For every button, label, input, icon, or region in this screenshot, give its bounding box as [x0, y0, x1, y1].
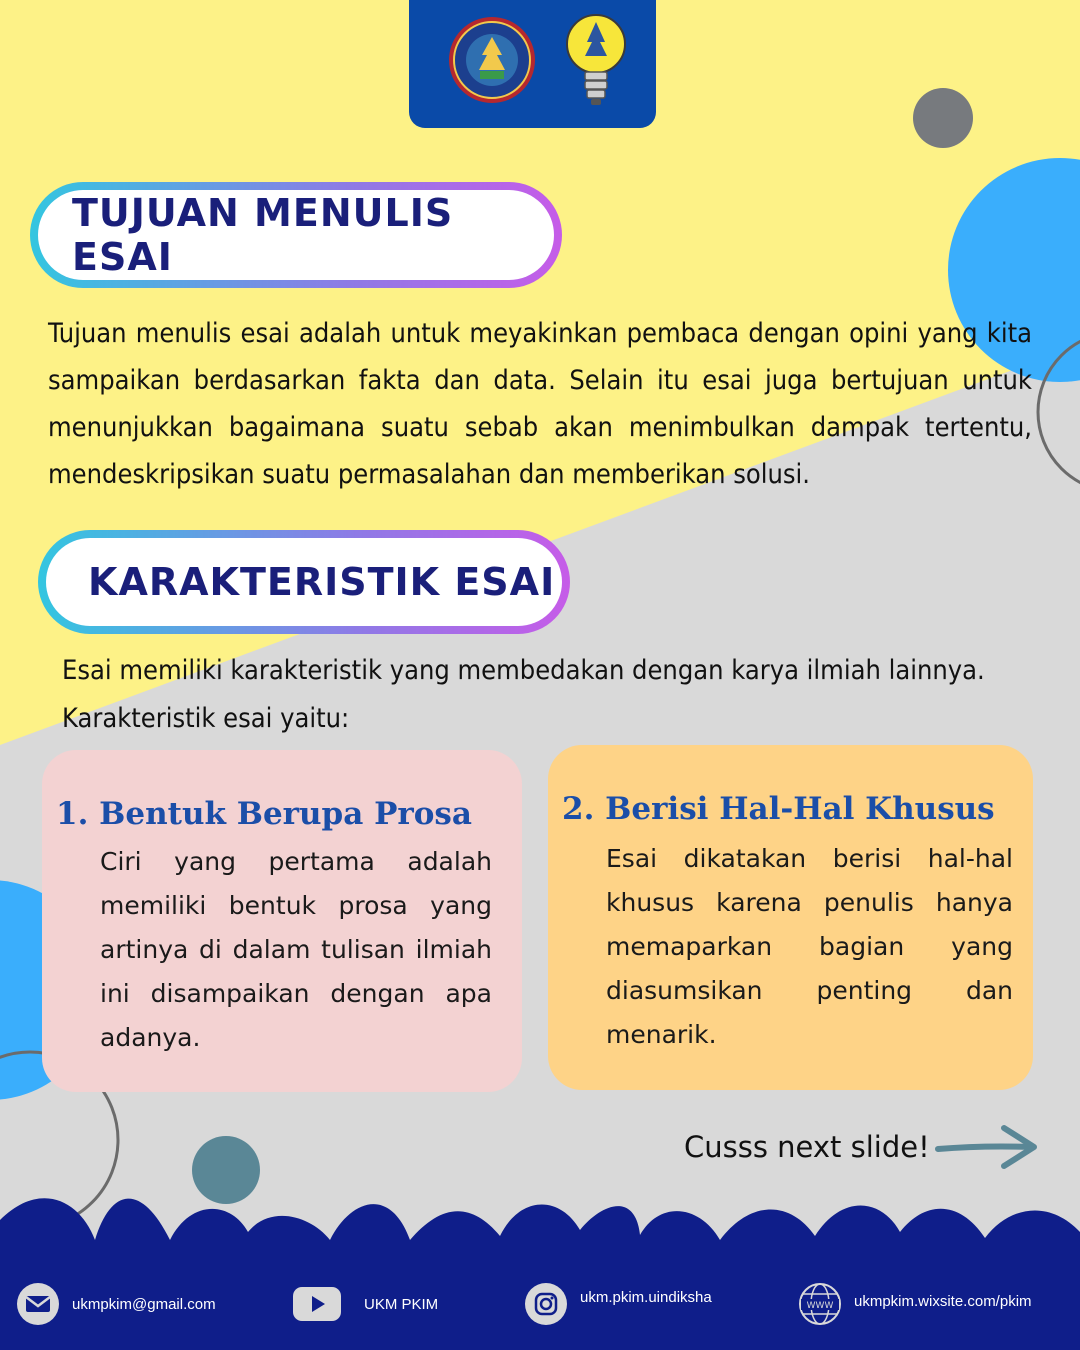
footer-instagram-text: ukm.pkim.uindiksha	[580, 1288, 712, 1306]
card-body-1: Ciri yang pertama adalah memiliki bentuk prosa yang artinya di dalam tulisan ilmiah ini disampaikan dengan apa adanya.	[100, 847, 492, 1052]
header-logo-box	[409, 0, 656, 128]
card-body-2: Esai dikatakan berisi hal-hal khusus karena penulis hanya memaparkan bagian yang diasumsikan penting dan menarik.	[606, 844, 1013, 1049]
card-title-1: 1. Bentuk Berupa Prosa	[56, 796, 472, 832]
university-seal-icon	[447, 15, 537, 105]
section-title-karakteristik: KARAKTERISTIK ESAI	[88, 560, 556, 604]
globe-www-icon	[798, 1282, 842, 1326]
footer-youtube[interactable]	[292, 1281, 438, 1327]
mail-icon	[16, 1282, 60, 1326]
svg-text:WWW: WWW	[806, 1301, 834, 1311]
section-intro-karakteristik	[62, 647, 1022, 743]
card-title-2: 2. Berisi Hal-Hal Khusus	[562, 791, 995, 827]
intro-line-1: Esai memiliki karakteristik yang membedakan dengan karya ilmiah lainnya.	[62, 655, 985, 686]
footer-email-text: ukmpkim@gmail.com	[72, 1295, 216, 1313]
instagram-icon	[524, 1282, 568, 1326]
characteristic-card-1	[42, 750, 522, 1092]
section-title-tujuan: TUJUAN MENULIS ESAI	[72, 191, 454, 279]
section-title-pill-karakteristik	[38, 530, 570, 634]
section-body-tujuan: Tujuan menulis esai adalah untuk meyakinkan pembaca dengan opini yang kita sampaikan berdasarkan fakta dan data. Selain itu esai juga bertujuan untuk menunjukkan bagaimana suatu sebab akan menimbulkan dampak tertentu, mendeskripsikan suatu permasalahan dan memberikan solusi.	[48, 318, 1032, 490]
footer-instagram[interactable]	[524, 1281, 712, 1327]
footer-email[interactable]	[16, 1281, 216, 1327]
characteristic-card-2	[548, 745, 1033, 1090]
youtube-icon	[292, 1282, 342, 1326]
intro-line-2: Karakteristik esai yaitu:	[62, 703, 350, 734]
footer-youtube-text: UKM PKIM	[364, 1295, 439, 1313]
footer-website-text: ukmpkim.wixsite.com/pkim	[854, 1292, 1032, 1310]
next-slide-label: Cusss next slide!	[684, 1130, 930, 1164]
lightbulb-logo-icon	[561, 8, 631, 112]
footer-website[interactable]	[798, 1281, 1032, 1327]
section-title-pill-tujuan	[30, 182, 562, 288]
arrow-right-icon	[934, 1122, 1040, 1172]
